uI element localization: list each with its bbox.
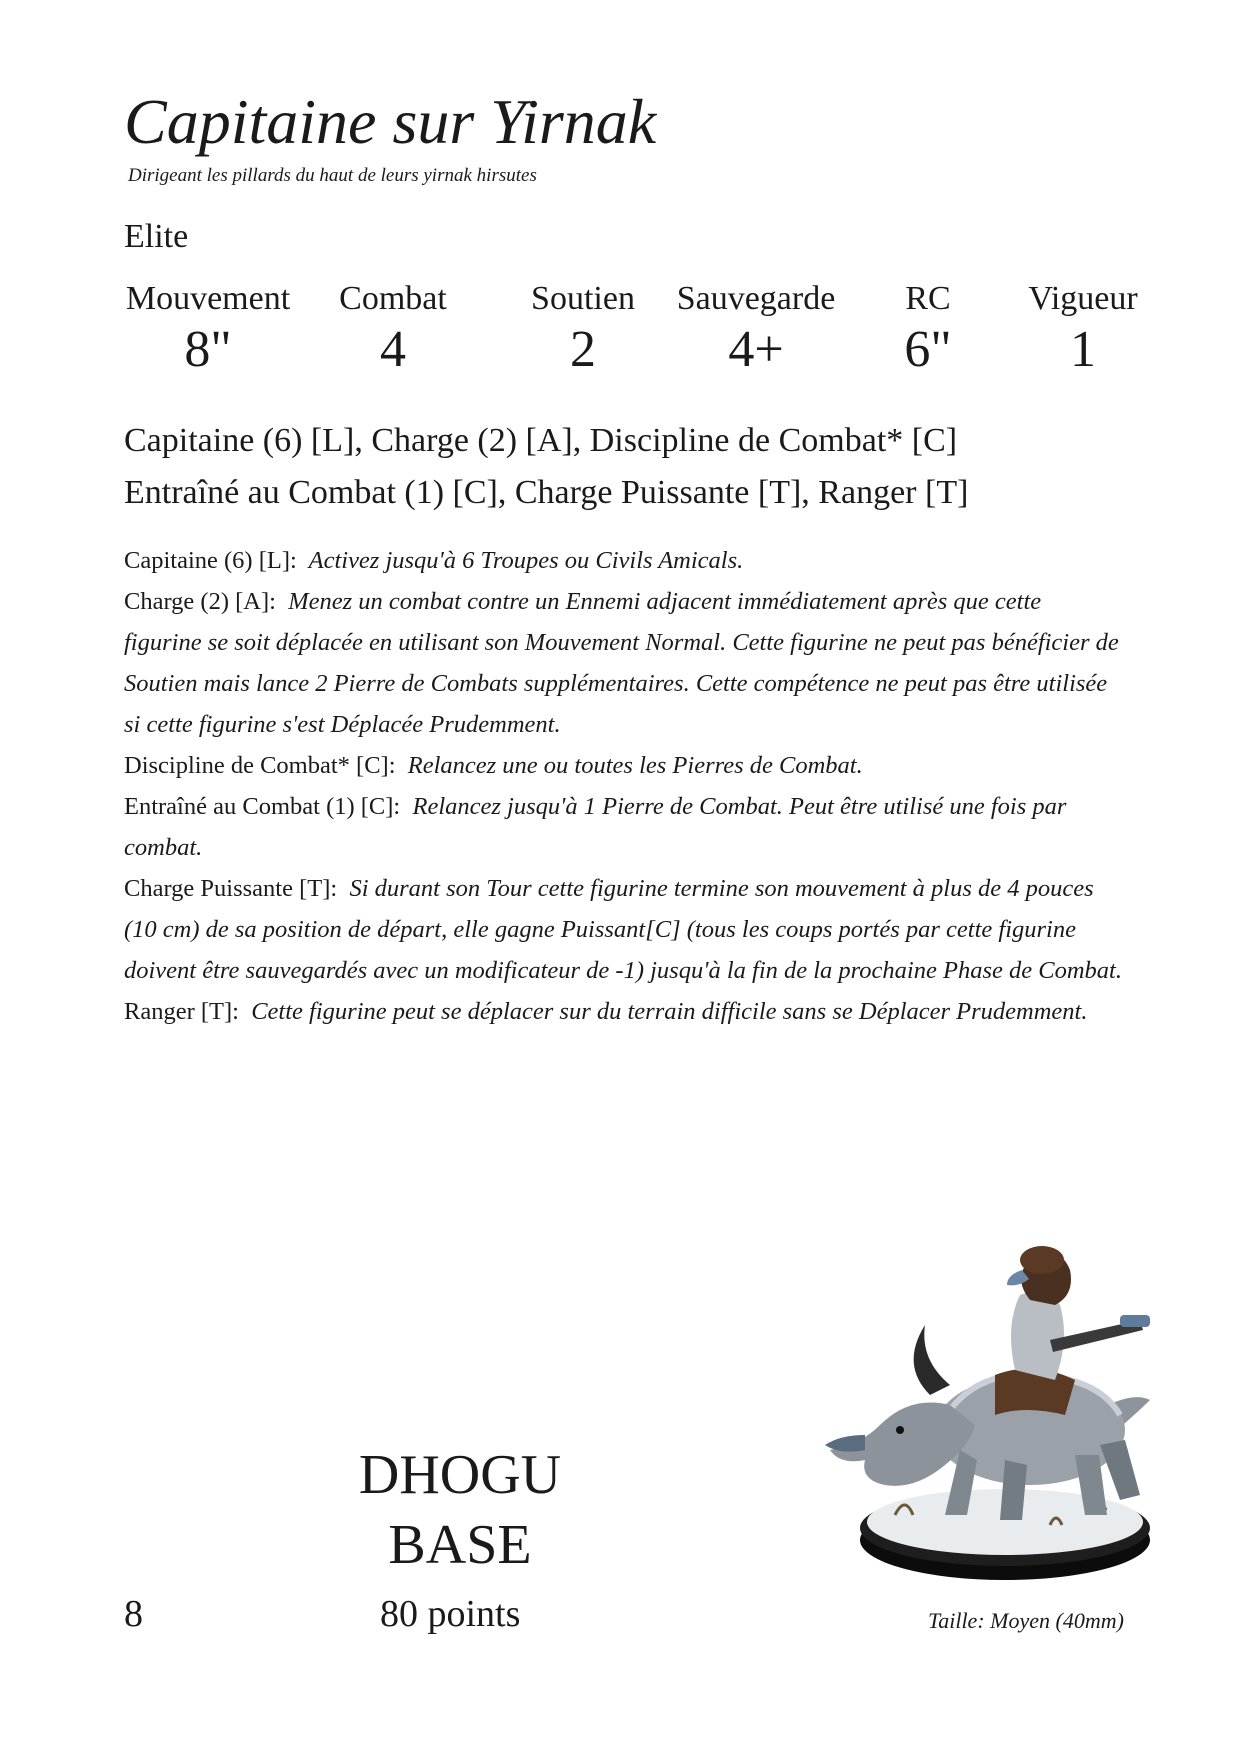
rule-text: Si durant son Tour cette figurine termine son mouvement à plus de 4 pouces (10 cm) de sa position de départ, elle gagne Puissant[C] (tous les coups portés par cette figurine doivent être sauvegardés avec un modificateur de -1) jusqu'à la fin de la prochaine Phase de Combat.: [124, 875, 1122, 984]
rule-entry: [124, 786, 1124, 868]
stat-combat: [318, 280, 468, 379]
ability-list: [124, 415, 968, 519]
rule-entry: [124, 540, 1124, 581]
unit-subtitle: Dirigeant les pillards du haut de leurs yirnak hirsutes: [128, 165, 537, 186]
yirnak-rider-miniature-icon: [790, 1210, 1180, 1600]
rule-text: Menez un combat contre un Ennemi adjacent immédiatement après que cette figurine se soit déplacée en utilisant son Mouvement Normal. Cette figurine ne peut pas bénéficier de Soutien mais lance 2 Pierre de Combats supplémentaires. Cette compétence ne peut pas être utilisée si cette figurine s'est Déplacée Prudemment.: [124, 588, 1119, 738]
stat-sauvegarde: [646, 280, 866, 379]
rule-text: Relancez une ou toutes les Pierres de Combat.: [407, 752, 863, 779]
stat-label: Vigueur: [1028, 280, 1138, 317]
unit-title: Capitaine sur Yirnak: [124, 86, 657, 157]
faction-name: DHOGU: [358, 1444, 562, 1506]
rule-name: Entraîné au Combat (1) [C]:: [124, 793, 401, 820]
stat-rc: [858, 280, 998, 379]
page-number: 8: [124, 1593, 143, 1635]
rule-entry: [124, 745, 1124, 786]
rule-text: Activez jusqu'à 6 Troupes ou Civils Amicals.: [308, 547, 744, 574]
rule-entry: [124, 581, 1124, 745]
unit-type: BASE: [388, 1514, 532, 1576]
stat-label: RC: [905, 280, 951, 317]
rule-name: Ranger [T]:: [124, 998, 239, 1025]
stat-value: 2: [570, 321, 596, 378]
stat-value: 1: [1070, 321, 1096, 378]
unit-rank: Elite: [124, 218, 189, 255]
rules-text: [124, 540, 1124, 1032]
stat-mouvement: [118, 280, 298, 379]
stat-label: Mouvement: [125, 280, 291, 317]
ability-line: Capitaine (6) [L], Charge (2) [A], Discipline de Combat* [C]: [124, 422, 958, 459]
stat-label: Soutien: [531, 280, 635, 317]
stat-line: [118, 280, 1158, 390]
stat-value: 8": [184, 321, 232, 378]
stat-value: 4+: [728, 321, 784, 378]
points-cost: 80 points: [380, 1593, 521, 1635]
stat-label: Sauvegarde: [676, 280, 836, 317]
ability-line: Entraîné au Combat (1) [C], Charge Puissante [T], Ranger [T]: [124, 474, 969, 511]
rule-name: Discipline de Combat* [C]:: [124, 752, 396, 779]
stat-vigueur: [1008, 280, 1158, 379]
rule-entry: [124, 868, 1124, 991]
faction-block: [290, 1440, 630, 1580]
stat-value: 6": [904, 321, 952, 378]
stat-value: 4: [380, 321, 406, 378]
rule-name: Charge (2) [A]:: [124, 588, 276, 615]
rule-name: Capitaine (6) [L]:: [124, 547, 297, 574]
base-size: Taille: Moyen (40mm): [928, 1608, 1124, 1633]
rule-text: Cette figurine peut se déplacer sur du terrain difficile sans se Déplacer Prudemment.: [251, 998, 1088, 1025]
stat-label: Combat: [339, 280, 447, 317]
rule-text: Relancez jusqu'à 1 Pierre de Combat. Peut être utilisé une fois par combat.: [124, 793, 1067, 861]
rule-entry: [124, 991, 1124, 1032]
rule-name: Charge Puissante [T]:: [124, 875, 338, 902]
